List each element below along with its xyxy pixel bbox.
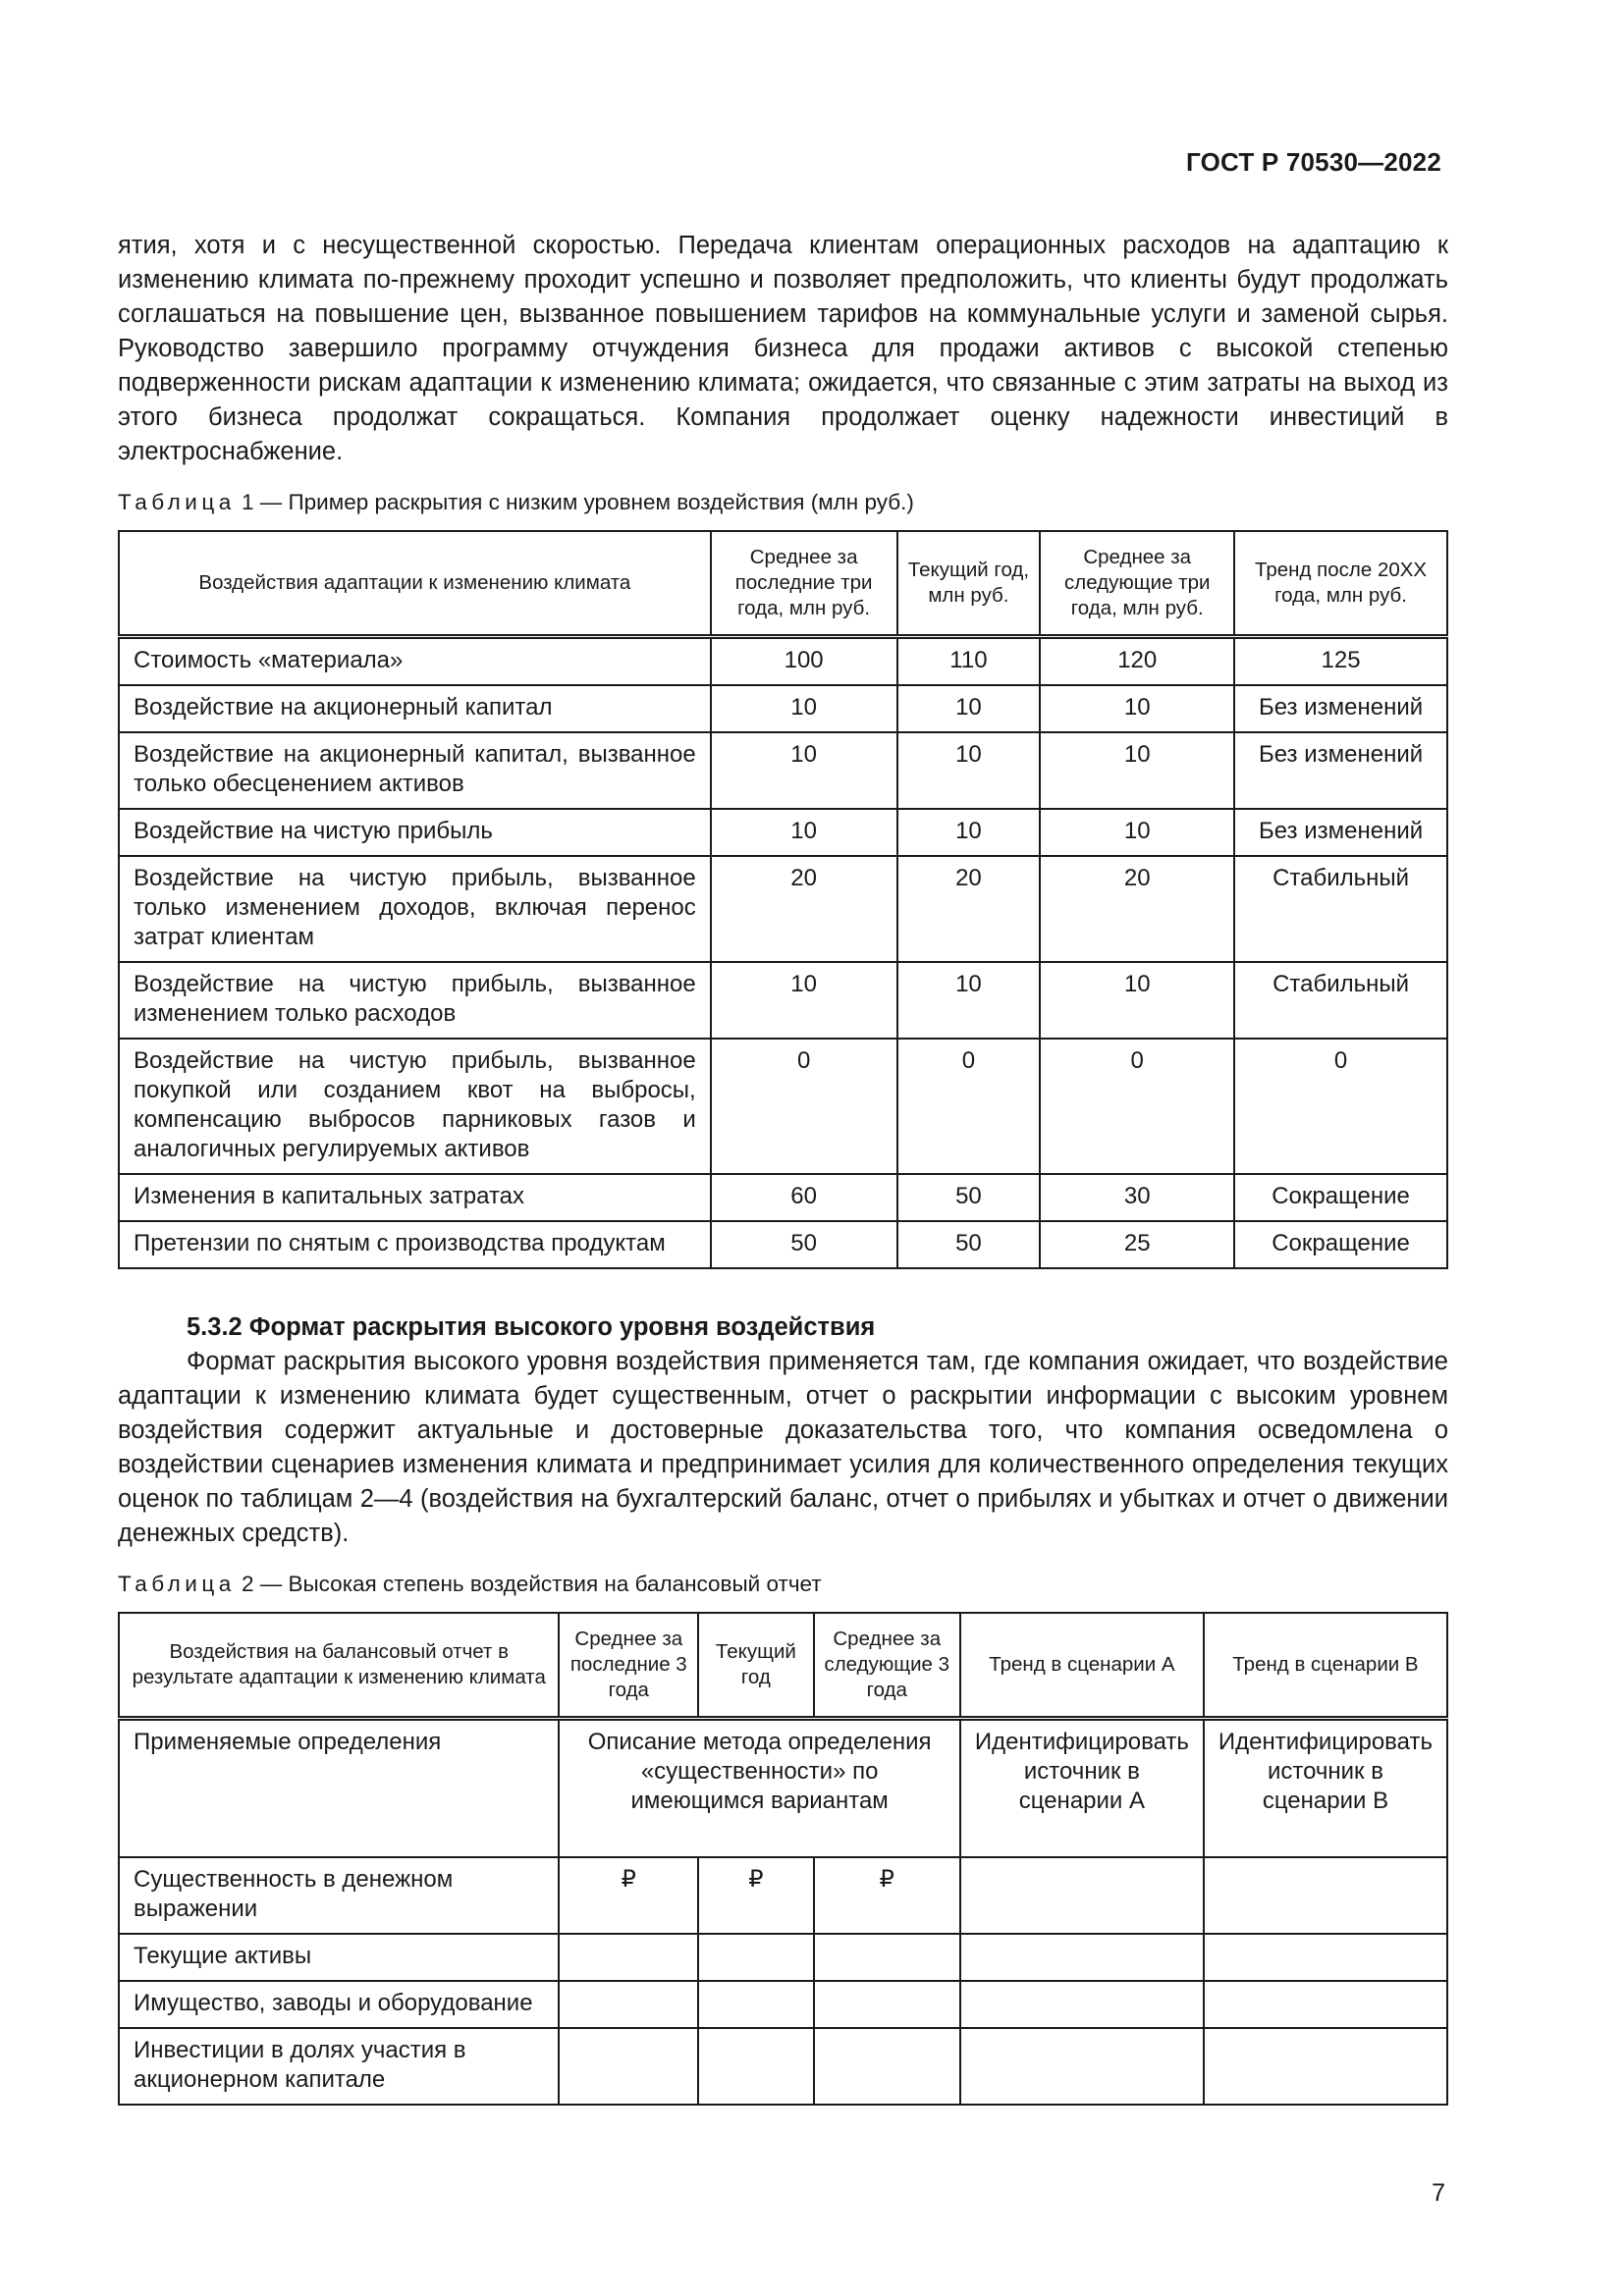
table2-header-row (119, 1613, 1447, 1719)
table1-row-label: Претензии по снятым с производства продуктам (119, 1221, 711, 1268)
table1-row (119, 637, 1447, 686)
table1-value-cell: 25 (1040, 1221, 1234, 1268)
table1-row (119, 732, 1447, 809)
table2-header: Среднее за последние 3 года (559, 1613, 698, 1719)
table1-header: Тренд после 20XX года, млн руб. (1234, 531, 1447, 637)
table1-header: Воздействия адаптации к изменению климата (119, 531, 711, 637)
table1-header: Текущий год, млн руб. (897, 531, 1041, 637)
intro-paragraph: ятия, хотя и с несущественной скоростью. Передача клиентам операционных расходов на адаптацию к изменению климата по-прежнему проходит успешно и позволяет предположить, что клиенты будут продолжать соглашаться на повышение цен, вызванное повышением тарифов на коммунальные услуги и заменой сырья. Руководство завершило программу отчуждения бизнеса для продажи активов с высокой степенью подверженности рискам адаптации к изменению климата; ожидается, что связанные с этим затраты на выход из этого бизнеса продолжат сокращаться. Компания продолжает оценку надежности инвестиций в электроснабжение. (118, 232, 1448, 465)
page-number: 7 (1432, 2179, 1445, 2207)
table1-value-cell: 10 (897, 962, 1041, 1039)
table2-empty-cell (698, 1981, 814, 2028)
table1-trend-cell: Сокращение (1234, 1221, 1447, 1268)
table1-trend-cell: 0 (1234, 1039, 1447, 1174)
table1-value-cell: 10 (1040, 685, 1234, 732)
document-code: ГОСТ Р 70530—2022 (1186, 147, 1441, 177)
table2-row-label: Текущие активы (119, 1934, 559, 1981)
table2-empty-cell (814, 2028, 960, 2105)
table1-row (119, 685, 1447, 732)
table2-row-label: Имущество, заводы и оборудование (119, 1981, 559, 2028)
table1-value-cell: 10 (711, 962, 897, 1039)
table1-value-cell: 0 (897, 1039, 1041, 1174)
table1-trend-cell: Стабильный (1234, 856, 1447, 962)
table2-empty-cell (960, 2028, 1204, 2105)
table2-header: Среднее за следующие 3 года (814, 1613, 960, 1719)
table2-empty-cell (814, 1934, 960, 1981)
table2-row-label: Инвестиции в долях участия в акционерном капитале (119, 2028, 559, 2105)
table2-caption (118, 1571, 822, 1598)
table2-empty-cell (559, 1981, 698, 2028)
table1-trend-cell: Без изменений (1234, 685, 1447, 732)
table2-row (119, 2028, 1447, 2105)
table1-value-cell: 20 (711, 856, 897, 962)
table2-definitions-row (119, 1719, 1447, 1858)
table1-trend-cell: Без изменений (1234, 809, 1447, 856)
table2-ruble-cell: ₽ (559, 1857, 698, 1934)
table1-value-cell: 60 (711, 1174, 897, 1221)
table1-value-cell: 20 (897, 856, 1041, 962)
table1-value-cell: 10 (897, 685, 1041, 732)
table1-caption-text: 1 — Пример раскрытия с низким уровнем воздействия (млн руб.) (235, 490, 914, 514)
table2-materiality-row (119, 1857, 1447, 1934)
table1-row (119, 1221, 1447, 1268)
table1-value-cell: 110 (897, 637, 1041, 686)
table1-row-label: Воздействие на акционерный капитал, вызванное только обесценением активов (119, 732, 711, 809)
table1-value-cell: 120 (1040, 637, 1234, 686)
table1-trend-cell: Стабильный (1234, 962, 1447, 1039)
table1-row (119, 1039, 1447, 1174)
table2-empty-cell (960, 1857, 1204, 1934)
table1-value-cell: 30 (1040, 1174, 1234, 1221)
table1-body (119, 637, 1447, 1269)
table2-scenario-b-cell: Идентифицировать источник в сценарии В (1204, 1719, 1447, 1858)
table2-row-label: Существенность в денежном выражении (119, 1857, 559, 1934)
table2-header: Воздействия на балансовый отчет в результате адаптации к изменению климата (119, 1613, 559, 1719)
table1-row (119, 809, 1447, 856)
table1-trend-cell: Без изменений (1234, 732, 1447, 809)
table2-method-cell: Описание метода определения «существенности» по имеющимся вариантам (559, 1719, 959, 1858)
table2-empty-cell (559, 2028, 698, 2105)
table2-empty-cell (698, 1934, 814, 1981)
table1-value-cell: 100 (711, 637, 897, 686)
table1-value-cell: 50 (897, 1221, 1041, 1268)
table1-value-cell: 10 (711, 809, 897, 856)
table2 (118, 1612, 1448, 2106)
table2-scenario-a-cell: Идентифицировать источник в сценарии А (960, 1719, 1204, 1858)
table2-empty-cell (559, 1934, 698, 1981)
table1-row-label: Воздействие на чистую прибыль, вызванное изменением только расходов (119, 962, 711, 1039)
section-title: 5.3.2 Формат раскрытия высокого уровня воздействия (187, 1313, 876, 1341)
table2-caption-text: 2 — Высокая степень воздействия на балансовый отчет (235, 1572, 822, 1596)
table2-row (119, 1981, 1447, 2028)
table2-empty-cell (960, 1934, 1204, 1981)
table1-row-label: Воздействие на чистую прибыль, вызванное только изменением доходов, включая перенос затрат клиентам (119, 856, 711, 962)
table1-row-label: Стоимость «материала» (119, 637, 711, 686)
table1-value-cell: 10 (711, 732, 897, 809)
table1-row-label: Воздействие на чистую прибыль, вызванное покупкой или созданием квот на выбросы, компенсацию выбросов парниковых газов и аналогичных регулируемых активов (119, 1039, 711, 1174)
table1-value-cell: 20 (1040, 856, 1234, 962)
table1-value-cell: 10 (1040, 732, 1234, 809)
table2-ruble-cell: ₽ (698, 1857, 814, 1934)
table2-empty-cell (698, 2028, 814, 2105)
table1 (118, 530, 1448, 1269)
table1-header: Среднее за следующие три года, млн руб. (1040, 531, 1234, 637)
table1-row-label: Воздействие на акционерный капитал (119, 685, 711, 732)
table2-row-label: Применяемые определения (119, 1719, 559, 1858)
table1-header: Среднее за последние три года, млн руб. (711, 531, 897, 637)
table1-value-cell: 10 (1040, 962, 1234, 1039)
table2-empty-cell (814, 1981, 960, 2028)
table1-row (119, 1174, 1447, 1221)
table2-header: Текущий год (698, 1613, 814, 1719)
table2-empty-cell (1204, 1981, 1447, 2028)
section-paragraph: Формат раскрытия высокого уровня воздействия применяется там, где компания ожидает, что воздействие адаптации к изменению климата будет существенным, отчет о раскрытии информации с высоким уровнем воздействия содержит актуальные и достоверные доказательства того, что компания осведомлена о воздействии сценариев изменения климата и предпринимает усилия для количественного определения текущих оценок по таблицам 2—4 (воздействия на бухгалтерский баланс, отчет о прибылях и убытках и отчет о движении денежных средств). (118, 1348, 1448, 1547)
table1-value-cell: 10 (897, 809, 1041, 856)
table2-empty-cell (960, 1981, 1204, 2028)
table1-value-cell: 50 (897, 1174, 1041, 1221)
table1-caption (118, 489, 914, 516)
table2-empty-cell (1204, 1857, 1447, 1934)
table1-trend-cell: 125 (1234, 637, 1447, 686)
table1-header-row (119, 531, 1447, 637)
table2-row (119, 1934, 1447, 1981)
table1-value-cell: 10 (1040, 809, 1234, 856)
table1-row (119, 962, 1447, 1039)
table1-value-cell: 0 (1040, 1039, 1234, 1174)
table1-row (119, 856, 1447, 962)
table2-ruble-cell: ₽ (814, 1857, 960, 1934)
table2-caption-word: Таблица (118, 1572, 236, 1596)
table2-header: Тренд в сценарии В (1204, 1613, 1447, 1719)
table1-value-cell: 10 (897, 732, 1041, 809)
table2-header: Тренд в сценарии А (960, 1613, 1204, 1719)
table1-row-label: Воздействие на чистую прибыль (119, 809, 711, 856)
table1-value-cell: 10 (711, 685, 897, 732)
table2-empty-cell (1204, 2028, 1447, 2105)
table1-caption-word: Таблица (118, 490, 236, 514)
table1-value-cell: 50 (711, 1221, 897, 1268)
table1-row-label: Изменения в капитальных затратах (119, 1174, 711, 1221)
table1-trend-cell: Сокращение (1234, 1174, 1447, 1221)
table2-empty-cell (1204, 1934, 1447, 1981)
table1-value-cell: 0 (711, 1039, 897, 1174)
